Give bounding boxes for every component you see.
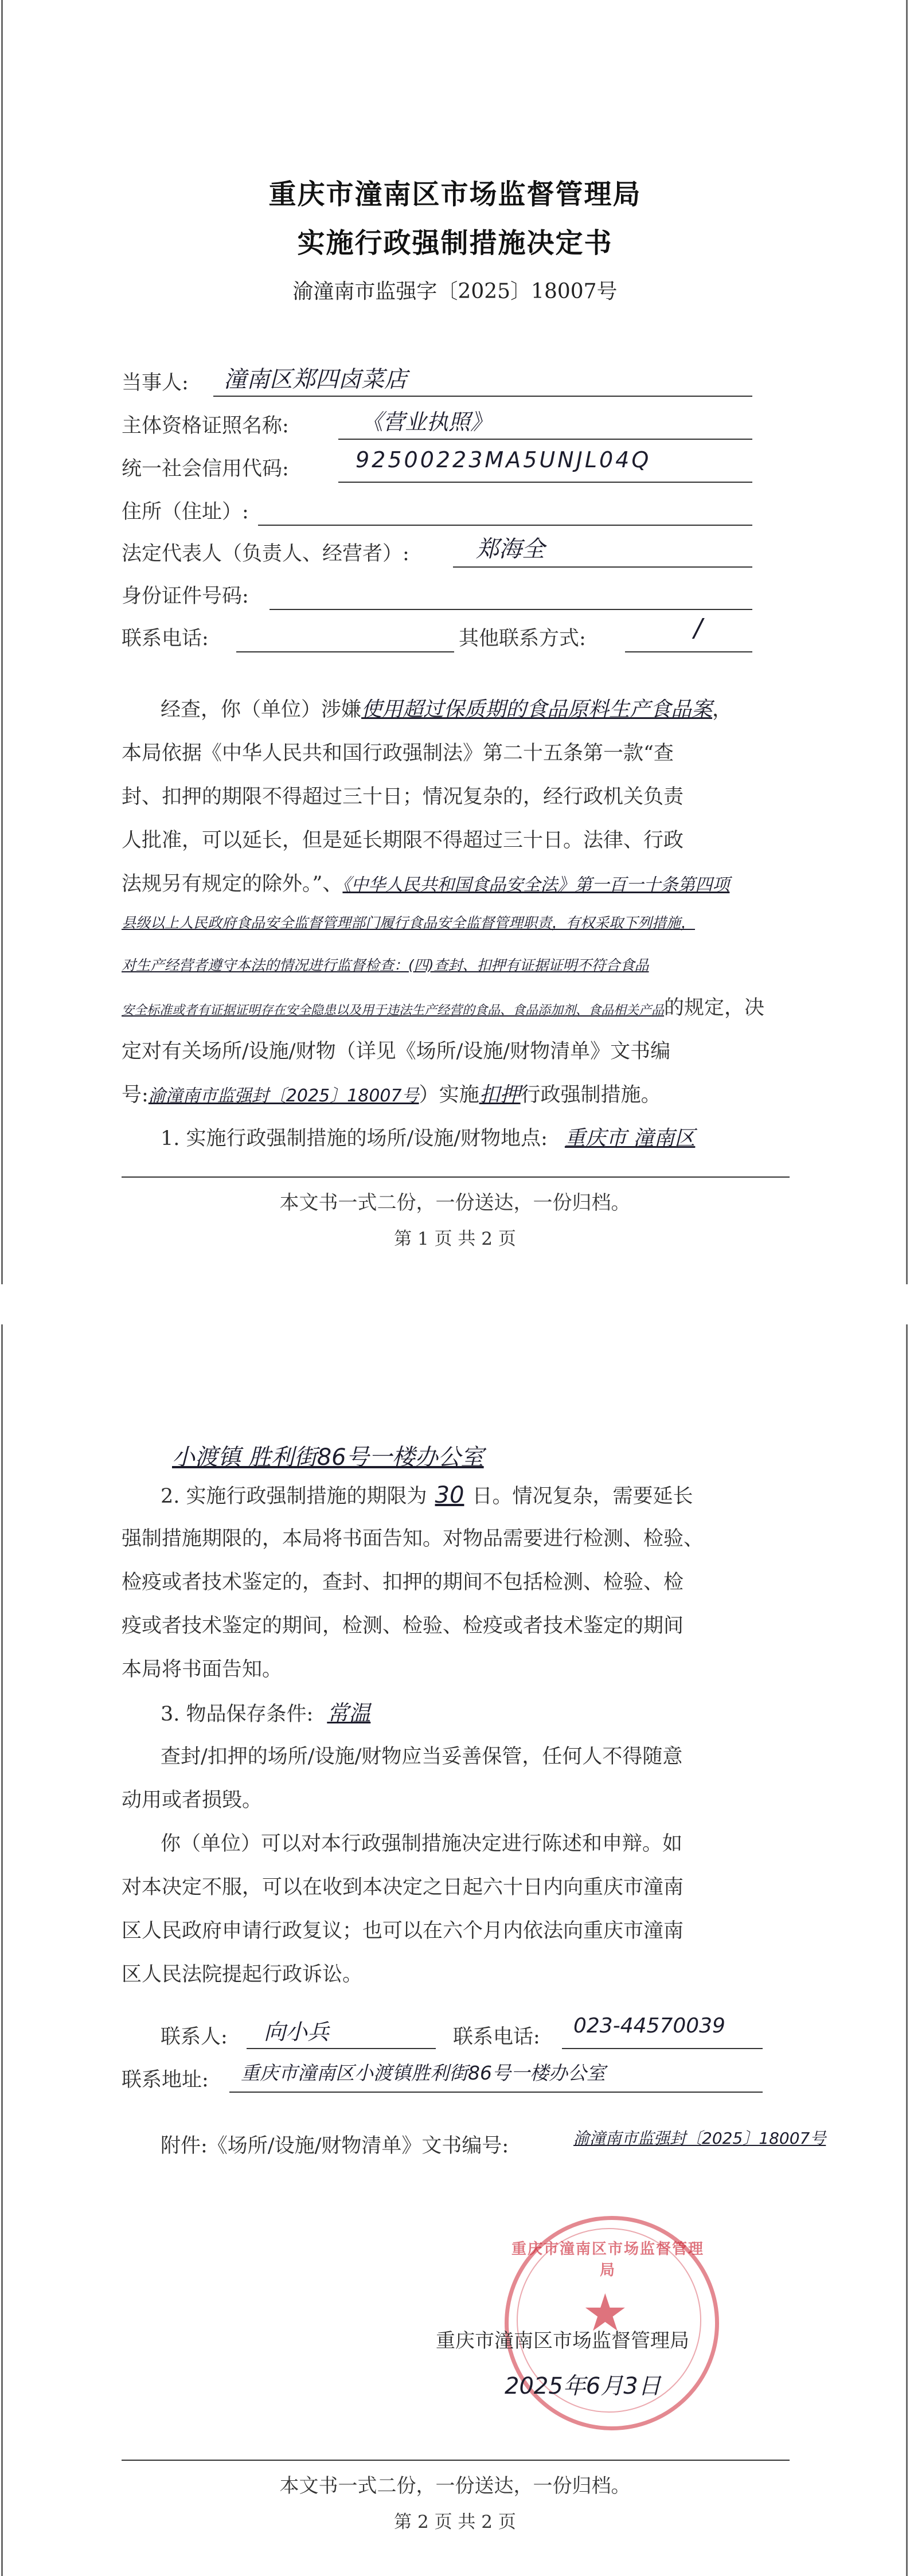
p2-line-3: 检疫或者技术鉴定的，查封、扣押的期间不包括检测、检验、检 [122, 1571, 684, 1594]
body-text: 行政强制措施。 [520, 1084, 661, 1107]
qualification-label: 主体资格证照名称: [122, 415, 289, 437]
document-number: 渝潼南市监强字〔2025〕18007号 [292, 280, 618, 303]
footer-divider [122, 2460, 790, 2461]
body-text: 1. 实施行政强制措施的场所/设施/财物地点: [161, 1127, 548, 1150]
body-line-2: 本局依据《中华人民共和国行政强制法》第二十五条第一款“查 [122, 742, 674, 765]
p3-line-3: 动用或者损毁。 [122, 1789, 263, 1812]
body-text: ）实施 [419, 1084, 479, 1107]
page-number: 第 1 页 共 2 页 [394, 1229, 516, 1249]
qualification-underline [338, 439, 752, 440]
footer-note: 本文书一式二份，一份送达，一份归档。 [279, 2475, 631, 2497]
address-underline [258, 525, 752, 526]
p4-line-3: 区人民政府申请行政复议；也可以在六个月内依法向重庆市潼南 [122, 1920, 684, 1942]
seal-star-icon: ★ [582, 2283, 628, 2343]
body-line-4: 人批准，可以延长，但是延长期限不得超过三十日。法律、行政 [122, 829, 684, 852]
credit-code-label: 统一社会信用代码: [122, 458, 289, 480]
page-number: 第 2 页 共 2 页 [394, 2512, 516, 2532]
measure-type: 扣押 [479, 1083, 521, 1107]
document-title-line2: 实施行政强制措施决定书 [297, 227, 613, 259]
seal-text: 重庆市潼南区市场监督管理局 [511, 2241, 704, 2279]
other-contact-underline [625, 651, 752, 652]
credit-code-underline [338, 482, 752, 483]
body-line-3: 封、扣押的期限不得超过三十日；情况复杂的，经行政机关负责 [122, 785, 684, 808]
body-line-9: 定对有关场所/设施/财物（详见《场所/设施/财物清单》文书编 [122, 1040, 671, 1063]
location-value: 重庆市 潼南区 [564, 1127, 696, 1150]
page-gap [0, 1284, 910, 1324]
signing-authority: 重庆市潼南区市场监督管理局 [436, 2329, 689, 2352]
period-days: 30 [435, 1482, 464, 1508]
id-number-underline [270, 609, 752, 610]
legal-basis-line-8: 安全标准或者有证据证明存在安全隐患以及用于违法生产经营的食品、食品添加剂、食品相关产品 [122, 1003, 665, 1018]
body-text: 法规另有规定的除外。”、 [122, 873, 343, 896]
credit-code-value: 92500223MA5UNJL04Q [356, 447, 651, 472]
contact-person-underline [247, 2048, 436, 2049]
p2-line-4: 疫或者技术鉴定的期间，检测、检验、检疫或者技术鉴定的期间 [122, 1615, 684, 1637]
contact-person-label: 联系人: [161, 2026, 228, 2049]
body-line-11 [161, 1117, 695, 1160]
body-text: 日。情况复杂，需要延长 [472, 1485, 693, 1508]
address-label: 住所（住址）: [122, 501, 249, 523]
p4-line-4: 区人民法院提起行政诉讼。 [122, 1963, 363, 1986]
other-contact-value: / [694, 613, 702, 643]
party-value: 潼南区郑四卤菜店 [224, 366, 407, 393]
contact-address-value: 重庆市潼南区小渡镇胜利街86号一楼办公室 [241, 2062, 606, 2084]
p3-line-2: 查封/扣押的场所/设施/财物应当妥善保管，任何人不得随意 [161, 1745, 683, 1768]
document-page-2 [0, 1324, 910, 2576]
footer-divider [122, 1176, 790, 1178]
p3-line-1 [161, 1691, 393, 1736]
body-line-10 [122, 1073, 661, 1118]
body-text: 2. 实施行政强制措施的期限为 [161, 1485, 427, 1508]
contact-address-label: 联系地址: [122, 2069, 209, 2092]
party-underline [213, 396, 752, 397]
body-text: 的规定，决 [664, 996, 765, 1019]
id-number-label: 身份证件号码: [122, 585, 249, 608]
p4-line-1: 你（单位）可以对本行政强制措施决定进行陈述和申辩。如 [161, 1832, 683, 1855]
case-name: 使用超过保质期的食品原料生产食品案 [361, 698, 713, 721]
p2-line-5: 本局将书面告知。 [122, 1658, 283, 1681]
body-text: 3. 物品保存条件: [161, 1703, 314, 1726]
other-contact-label: 其他联系方式: [459, 627, 586, 650]
contact-phone-underline [562, 2048, 763, 2049]
scan-edge [906, 1324, 908, 2576]
legal-basis-line-6: 县级以上人民政府食品安全监督管理部门履行食品安全监督管理职责，有权采取下列措施， [122, 914, 696, 931]
phone-label: 联系电话: [122, 627, 209, 650]
body-line-5 [122, 862, 729, 907]
body-text: ， [712, 698, 733, 721]
body-line-1 [161, 688, 732, 732]
legal-basis-line-7: 对生产经营者遵守本法的情况进行监督检查：(四)查封、扣押有证据证明不符合食品 [122, 957, 649, 974]
signing-date: 2025年6月3日 [505, 2373, 661, 2399]
contact-address-underline [229, 2092, 763, 2093]
legal-rep-label: 法定代表人（负责人、经营者）: [122, 542, 409, 565]
legal-rep-underline [453, 566, 752, 568]
contact-phone-label: 联系电话: [453, 2026, 540, 2049]
contact-person-value: 向小兵 [264, 2019, 330, 2045]
body-line-8 [122, 986, 764, 1033]
phone-underline [236, 651, 454, 652]
attachment-doc-number: 渝潼南市监强封〔2025〕18007号 [573, 2129, 826, 2148]
legal-rep-value: 郑海全 [476, 536, 545, 562]
storage-condition: 常温 [327, 1701, 371, 1726]
scan-edge [1, 1324, 3, 2576]
p2-line-2: 强制措施期限的，本局将书面告知。对物品需要进行检测、检验、 [122, 1527, 704, 1550]
legal-basis-handwritten: 《中华人民共和国食品安全法》第一百一十条第四项 [342, 875, 730, 895]
attachment-label: 附件:《场所/设施/财物清单》文书编号: [161, 2135, 509, 2157]
document-title-line1: 重庆市潼南区市场监督管理局 [268, 178, 642, 210]
continued-address: 小渡镇 胜利街86号一楼办公室 [172, 1444, 484, 1471]
p2-line-1 [161, 1473, 693, 1518]
contact-phone-value: 023-44570039 [573, 2014, 725, 2038]
body-text: 经查，你（单位）涉嫌 [161, 698, 362, 721]
footer-note: 本文书一式二份，一份送达，一份归档。 [279, 1191, 631, 1214]
body-text: 号: [122, 1084, 149, 1107]
document-page-1 [0, 0, 910, 1284]
qualification-value: 《营业执照》 [361, 409, 493, 435]
list-doc-number: 渝潼南市监强封〔2025〕18007号 [148, 1086, 419, 1106]
party-label: 当事人: [122, 372, 189, 394]
p4-line-2: 对本决定不服，可以在收到本决定之日起六十日内向重庆市潼南 [122, 1876, 684, 1899]
